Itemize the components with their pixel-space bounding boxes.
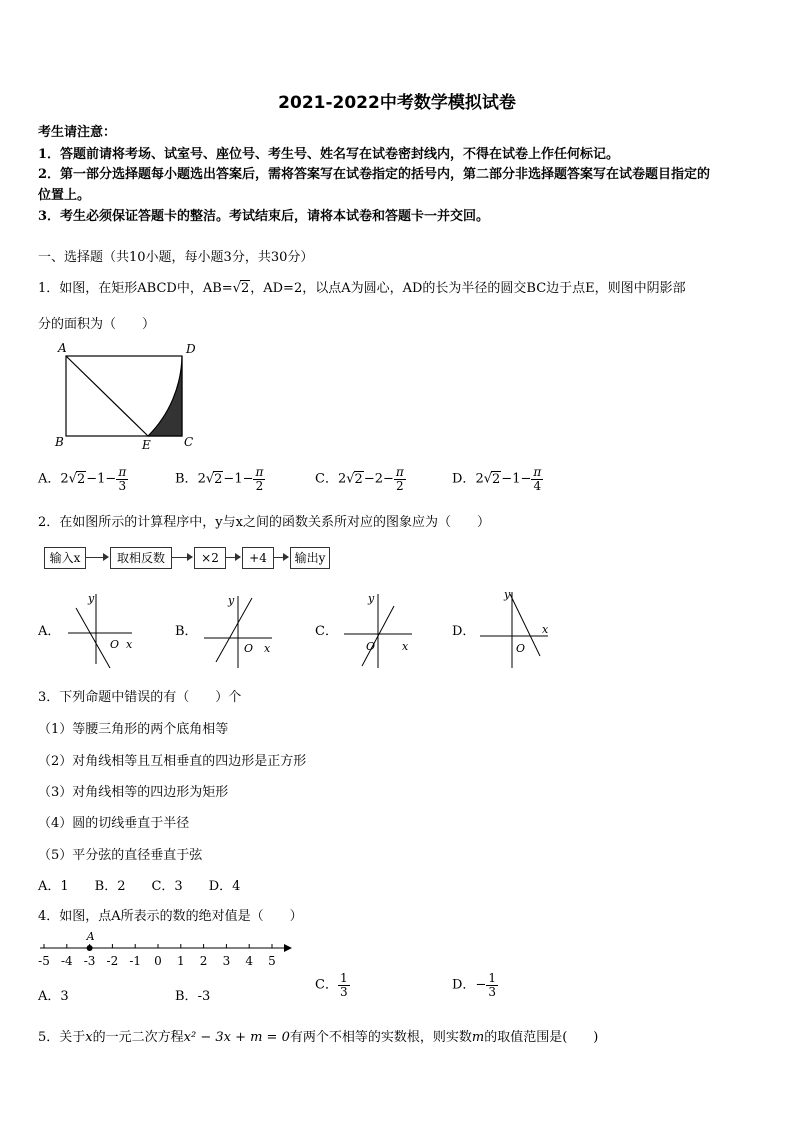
label-d: D xyxy=(186,342,196,356)
flow-input-box: 输入x xyxy=(44,547,86,569)
fraction xyxy=(116,466,128,492)
flow-negate-box: 取相反数 xyxy=(110,547,172,569)
q3-item-2: （2）对角线相等且互相垂直的四边形是正方形 xyxy=(38,754,307,769)
choice-label: C． xyxy=(315,471,338,487)
choice-label: B． xyxy=(175,471,198,487)
point-a xyxy=(87,945,93,951)
q2-graph-b xyxy=(200,588,280,670)
denominator: 2 xyxy=(255,478,264,493)
tick-label: -1 xyxy=(129,954,142,968)
denominator: 3 xyxy=(118,478,127,493)
question-2-text: 2．在如图所示的计算程序中，y与x之间的函数关系所对应的图象应为（ ） xyxy=(38,515,490,530)
x-label: x xyxy=(126,638,133,651)
q5-text-c: 有两个不相等的实数根，则实数 xyxy=(289,1030,472,1045)
q4-number-line xyxy=(34,928,296,970)
fraction xyxy=(253,466,265,492)
tick-label: 1 xyxy=(176,954,185,968)
denominator: 2 xyxy=(396,478,404,493)
notice-item-3: 3．考生必须保证答题卡的整洁。考试结束后，请将本试卷和答题卡一并交回。 xyxy=(38,209,490,224)
label-c: C xyxy=(184,435,194,449)
q5-text-d: 的取值范围是( ) xyxy=(484,1030,599,1045)
coef: 2 xyxy=(197,471,206,487)
q1-choice-d xyxy=(452,466,543,492)
label-e: E xyxy=(142,438,151,452)
numerator: π xyxy=(395,465,404,479)
minus-sign: − xyxy=(475,977,487,993)
notice-heading: 考生请注意： xyxy=(38,125,117,140)
numerator: 1 xyxy=(488,971,496,985)
q5-text-b: 的一元二次方程 xyxy=(92,1030,184,1045)
q4-choice-b xyxy=(175,985,210,1004)
q1-rectangle-figure xyxy=(50,340,210,452)
choice-label: B． xyxy=(175,989,198,1004)
radicand: 2 xyxy=(354,471,363,487)
q2-graph-c xyxy=(340,588,420,670)
numerator: π xyxy=(533,465,542,479)
question-3-text: 3．下列命题中错误的有（ ）个 xyxy=(38,690,242,705)
coef: 2 xyxy=(337,471,347,487)
numerator: π xyxy=(255,465,264,479)
q1-choice-a xyxy=(38,466,128,492)
q3-item-4: （4）圆的切线垂直于半径 xyxy=(38,816,190,831)
question-1-text xyxy=(38,277,686,296)
tick-label: 5 xyxy=(268,954,276,968)
choice-value: 3 xyxy=(60,989,69,1004)
fraction xyxy=(486,972,498,998)
tick-label: 3 xyxy=(222,954,231,968)
y-label: y xyxy=(88,592,95,605)
sqrt-symbol: √ xyxy=(483,471,493,487)
x-label: x xyxy=(402,640,409,653)
question-1-line2: 分的面积为（ ） xyxy=(38,317,156,332)
x-label: x xyxy=(542,623,549,636)
q1-choice-b xyxy=(175,466,265,492)
equation: x² − 3x + m = 0 xyxy=(183,1030,290,1045)
coef: 2 xyxy=(60,471,69,487)
y-label: y xyxy=(504,588,511,601)
term: −1− xyxy=(501,471,532,487)
fraction xyxy=(531,466,543,492)
coef: 2 xyxy=(475,471,484,487)
shaded-region xyxy=(148,356,182,436)
numerator: 1 xyxy=(339,971,348,985)
flow-arrow xyxy=(274,557,288,558)
number-line-arrow xyxy=(284,944,292,952)
q3-item-5: （5）平分弦的直径垂直于弦 xyxy=(38,848,203,863)
flow-plus4-box: +4 xyxy=(242,547,274,569)
origin-label: O xyxy=(516,642,526,655)
fraction xyxy=(338,972,350,998)
q1-sqrt-value: 2 xyxy=(240,281,250,296)
segment-ae xyxy=(66,356,148,436)
choice-label: A． xyxy=(38,989,61,1004)
denominator: 3 xyxy=(488,984,496,999)
flow-output-box: 输出y xyxy=(290,547,330,569)
origin-label: O xyxy=(366,640,376,653)
q4-choice-c xyxy=(315,972,350,998)
q1-text-a: 1．如图，在矩形ABCD中，AB= xyxy=(38,281,233,296)
page-title: 2021-2022中考数学模拟试卷 xyxy=(278,93,516,113)
q4-choice-d xyxy=(452,972,498,998)
radicand: 2 xyxy=(214,471,223,487)
var-x: x xyxy=(85,1030,93,1045)
q2-choice-c-label: C． xyxy=(315,624,338,639)
denominator: 3 xyxy=(339,984,348,999)
notice-item-2-cont: 位置上。 xyxy=(38,188,91,203)
flow-arrow xyxy=(226,557,240,558)
choice-value: -3 xyxy=(197,989,211,1004)
flow-arrow xyxy=(86,557,108,558)
tick-label: -2 xyxy=(106,954,119,968)
q1-choice-c xyxy=(315,466,406,492)
choice-label: D． xyxy=(452,471,476,487)
question-4-text: 4．如图，点A所表示的数的绝对值是（ ） xyxy=(38,909,303,924)
q2-choice-d-label: D． xyxy=(452,624,476,639)
q3-choices: A．1 B．2 C．3 D．4 xyxy=(38,879,241,894)
tick-label: -3 xyxy=(83,954,96,968)
sqrt-symbol: √ xyxy=(205,471,215,487)
radicand: 2 xyxy=(492,471,501,487)
q4-choice-a xyxy=(38,985,69,1004)
y-label: y xyxy=(228,594,235,607)
tick-label: 4 xyxy=(245,954,254,968)
denominator: 4 xyxy=(533,478,542,493)
sqrt-symbol: √ xyxy=(346,471,355,487)
function-line xyxy=(76,608,110,668)
choice-label: D． xyxy=(452,977,476,993)
notice-item-2: 2．第一部分选择题每小题选出答案后，需将答案写在试卷指定的括号内，第二部分非选择题答案写在试卷题目指定的 xyxy=(38,167,711,182)
y-label: y xyxy=(368,592,375,605)
choice-label: C． xyxy=(315,977,338,993)
q1-text-b: ，AD=2，以点A为圆心，AD的长为半径的圆交BC边于点E，则图中阴影部 xyxy=(250,281,686,296)
q5-text-a: 5．关于 xyxy=(38,1030,86,1045)
term: −1− xyxy=(223,471,254,487)
term: −1− xyxy=(86,471,117,487)
notice-item-1: 1．答题前请将考场、试室号、座位号、考生号、姓名写在试卷密封线内，不得在试卷上作任何标记。 xyxy=(38,147,620,162)
flow-arrow xyxy=(172,557,192,558)
q3-item-1: （1）等腰三角形的两个底角相等 xyxy=(38,722,229,737)
tick-label: 0 xyxy=(154,954,162,968)
q3-item-3: （3）对角线相等的四边形为矩形 xyxy=(38,785,229,800)
label-a: A xyxy=(58,341,67,355)
tick-label: 2 xyxy=(199,954,208,968)
radicand: 2 xyxy=(76,471,86,487)
q2-choice-b-label: B． xyxy=(175,624,198,639)
q2-choice-a-label: A． xyxy=(38,624,61,639)
sqrt-symbol: √ xyxy=(68,471,77,487)
label-b: B xyxy=(55,435,64,449)
choice-label: A． xyxy=(38,471,61,487)
point-a-label: A xyxy=(86,930,95,943)
origin-label: O xyxy=(244,642,254,655)
origin-label: O xyxy=(110,638,120,651)
section-heading: 一、选择题（共10小题，每小题3分，共30分） xyxy=(38,250,314,265)
tick-label: -4 xyxy=(60,954,73,968)
q2-graph-a xyxy=(62,588,142,670)
q2-graph-d xyxy=(476,586,558,670)
numerator: π xyxy=(118,465,127,479)
var-m: m xyxy=(471,1030,485,1045)
fraction xyxy=(394,466,406,492)
tick-label: -5 xyxy=(38,954,50,968)
term: −2− xyxy=(363,471,394,487)
x-label: x xyxy=(264,642,271,655)
question-5-text xyxy=(38,1026,598,1045)
sqrt-symbol: √ xyxy=(232,281,241,296)
flow-times2-box: ×2 xyxy=(194,547,226,569)
